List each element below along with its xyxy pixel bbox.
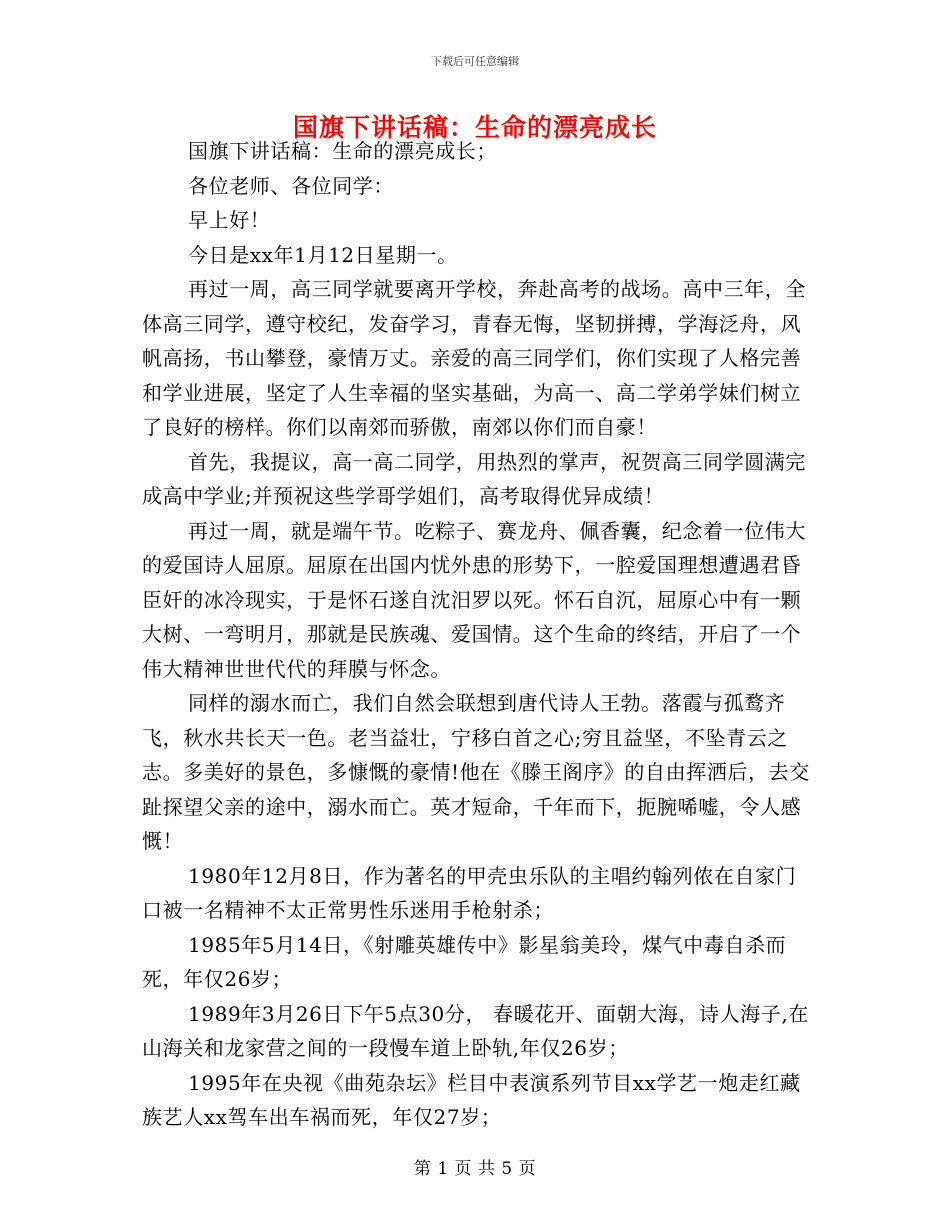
paragraph: 1989年3月26日下午5点30分， 春暖花开、面朝大海，诗人海子,在山海关和龙家营之间的一段慢车道上卧轨,年仅26岁； bbox=[142, 1001, 809, 1060]
paragraph: 首先，我提议，高一高二同学，用热烈的掌声，祝贺高三同学圆满完成高中学业;并预祝这些学哥学姐们，高考取得优异成绩！ bbox=[142, 449, 806, 508]
paragraph: 早上好！ bbox=[188, 208, 271, 232]
page-footer: 第 1 页 共 5 页 bbox=[413, 1159, 537, 1179]
header-note: 下载后可任意编辑 bbox=[431, 55, 519, 68]
paragraph: 再过一周，就是端午节。吃粽子、赛龙舟、佩香囊，纪念着一位伟大的爱国诗人屈原。屈原在出国内忧外患的形势下，一腔爱国理想遭遇君昏臣奸的冰冷现实，于是怀石遂自沈汨罗以死。怀石自沉，屈原心中有一颗大树、一弯明月，那就是民族魂、爱国情。这个生命的终结，开启了一个伟大精神世世代代的拜膜与怀念。 bbox=[142, 518, 806, 681]
paragraph: 今日是xx年1月12日星期一。 bbox=[188, 242, 458, 267]
paragraph: 1995年在央视《曲苑杂坛》栏目中表演系列节目xx学艺一炮走红藏族艺人xx驾车出车祸而死，年仅27岁； bbox=[142, 1070, 801, 1129]
paragraph: 再过一周，高三同学就要离开学校，奔赴高考的战场。高中三年，全体高三同学，遵守校纪，发奋学习，青春无悔，坚韧拼搏，学海泛舟，风帆高扬，书山攀登，豪情万丈。亲爱的高三同学们，你们实现了人格完善和学业进展，坚定了人生幸福的坚实基础，为高一、高二学弟学妹们树立了良好的榜样。你们以南郊而骄傲，南郊以你们而自豪！ bbox=[142, 277, 806, 439]
document-title: 国旗下讲话稿：生命的漂亮成长 bbox=[292, 113, 657, 142]
paragraph: 国旗下讲话稿：生命的漂亮成长； bbox=[188, 139, 497, 163]
paragraph: 同样的溺水而亡，我们自然会联想到唐代诗人王勃。落霞与孤鹜齐飞，秋水共长天一色。老当益壮，宁移白首之心;穷且益坚，不坠青云之志。多美好的景色，多慷慨的豪情!他在《滕王阁序》的自由挥洒后，去交趾探望父亲的途中，溺水而亡。英才短命，千年而下，扼腕唏嘘，令人感慨！ bbox=[142, 691, 810, 853]
paragraph: 1985年5月14日，《射雕英雄传中》影星翁美玲，煤气中毒自杀而死，年仅26岁； bbox=[142, 932, 787, 991]
paragraph: 1980年12月8日，作为著名的甲壳虫乐队的主唱约翰列侬在自家门口被一名精神不太正常男性乐迷用手枪射杀； bbox=[142, 863, 797, 922]
document-body bbox=[142, 134, 810, 1135]
paragraph: 各位老师、各位同学： bbox=[188, 173, 394, 198]
